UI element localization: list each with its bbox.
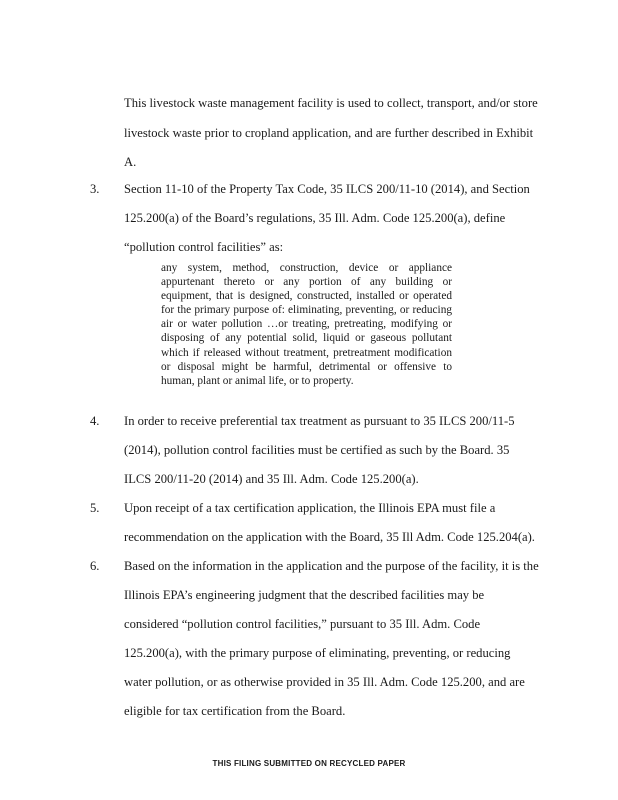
block-quote: any system, method, construction, device or appliance appurtenant thereto or any portion of any building or equipment, that is designed, constructed, installed or operated for the primary purpose of: eliminating, preventing, or reducing air or water pollution …or treating, pretreating, modifying or disposing of any potential solid, liquid or gaseous pollutant which if released without treatment, pretreatment modification or disposal might be harmful, detrimental or offensive to human, plant or animal life, or to property. [161, 262, 452, 387]
paragraph-6-line-5: water pollution, or as otherwise provided in 35 Ill. Adm. Code 125.200, and are [124, 675, 525, 689]
intro-line-3: A. [124, 155, 137, 169]
recycled-paper-footer: THIS FILING SUBMITTED ON RECYCLED PAPER [212, 759, 406, 768]
paragraph-3-line-1: Section 11-10 of the Property Tax Code, 35 ILCS 200/11-10 (2014), and Section [124, 182, 530, 196]
paragraph-5-line-2: recommendation on the application with the Board, 35 Ill Adm. Code 125.204(a). [124, 530, 535, 544]
paragraph-6-line-3: considered “pollution control facilities,” pursuant to 35 Ill. Adm. Code [124, 617, 481, 631]
paragraph-6-line-2: Illinois EPA’s engineering judgment that the described facilities may be [124, 588, 485, 602]
paragraph-6-line-1: Based on the information in the application and the purpose of the facility, it is the [124, 559, 539, 573]
paragraph-4-line-2: (2014), pollution control facilities must be certified as such by the Board. 35 [124, 443, 510, 457]
paragraph-3-number: 3. [90, 182, 100, 196]
paragraph-3-line-3: “pollution control facilities” as: [124, 240, 284, 254]
intro-line-2: livestock waste prior to cropland application, and are further described in Exhibit [124, 126, 534, 140]
paragraph-3-line-2: 125.200(a) of the Board’s regulations, 35 Ill. Adm. Code 125.200(a), define [124, 211, 506, 225]
paragraph-5-line-1: Upon receipt of a tax certification application, the Illinois EPA must file a [124, 501, 496, 515]
paragraph-4-number: 4. [90, 414, 100, 428]
paragraph-5-number: 5. [90, 501, 100, 515]
intro-line-1: This livestock waste management facility is used to collect, transport, and/or store [124, 96, 538, 110]
paragraph-4-line-1: In order to receive preferential tax treatment as pursuant to 35 ILCS 200/11-5 [124, 414, 515, 428]
paragraph-6-line-4: 125.200(a), with the primary purpose of eliminating, preventing, or reducing [124, 646, 511, 660]
paragraph-6-number: 6. [90, 559, 100, 573]
paragraph-6-line-6: eligible for tax certification from the Board. [124, 704, 346, 718]
paragraph-4-line-3: ILCS 200/11-20 (2014) and 35 Ill. Adm. Code 125.200(a). [124, 472, 419, 486]
